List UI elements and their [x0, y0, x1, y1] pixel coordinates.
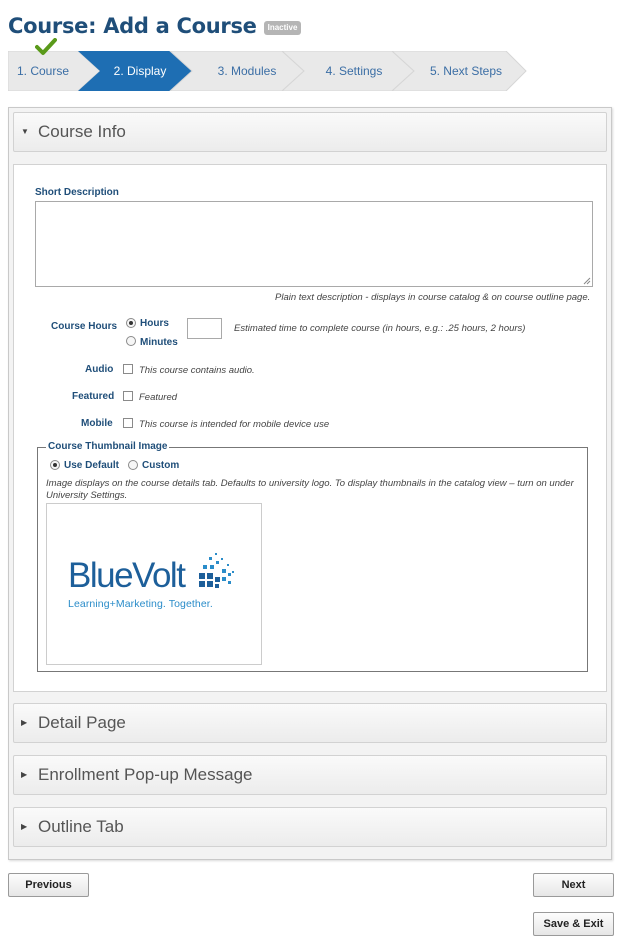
- minutes-radio[interactable]: [126, 336, 136, 346]
- main-panel: [8, 107, 612, 860]
- mobile-label: Mobile: [81, 418, 113, 429]
- resize-handle-icon[interactable]: [583, 277, 591, 285]
- course-thumbnail-fieldset: [37, 441, 588, 672]
- hours-radio[interactable]: [126, 318, 136, 328]
- wizard-step-course[interactable]: 1. Course: [16, 64, 70, 78]
- course-thumbnail-legend: Course Thumbnail Image: [48, 441, 168, 452]
- wizard-steps: [8, 51, 528, 91]
- previous-button[interactable]: Previous: [8, 873, 89, 897]
- wizard-step-next-steps[interactable]: 5. Next Steps: [429, 64, 503, 78]
- course-info-body: [13, 164, 607, 692]
- caret-right-icon: ▶: [21, 770, 28, 779]
- use-default-label: Use Default: [64, 460, 120, 471]
- featured-checkbox[interactable]: [123, 391, 133, 401]
- logo-tagline: Learning+Marketing. Together.: [68, 598, 213, 610]
- course-hours-help: Estimated time to complete course (in hours, e.g.: .25 hours, 2 hours): [234, 323, 526, 334]
- featured-checkbox-text: Featured: [139, 392, 178, 403]
- page-header: [8, 14, 301, 38]
- featured-label: Featured: [72, 391, 115, 402]
- logo-wordmark: BlueVolt: [68, 556, 185, 595]
- section-detail-page-header[interactable]: [13, 703, 607, 743]
- short-description-label: Short Description: [35, 187, 119, 198]
- custom-label: Custom: [142, 460, 180, 471]
- caret-right-icon: ▶: [21, 822, 28, 831]
- audio-checkbox[interactable]: [123, 364, 133, 374]
- mobile-checkbox[interactable]: [123, 418, 133, 428]
- section-outline-tab-header[interactable]: [13, 807, 607, 847]
- save-exit-button[interactable]: Save & Exit: [533, 912, 614, 936]
- page-title: Course: Add a Course: [8, 14, 257, 38]
- audio-label: Audio: [85, 364, 114, 375]
- minutes-option-label: Minutes: [140, 337, 178, 348]
- custom-radio[interactable]: [128, 460, 138, 470]
- mobile-checkbox-text: This course is intended for mobile device use: [139, 419, 330, 430]
- section-title: Course Info: [38, 122, 126, 141]
- section-title: Detail Page: [38, 713, 126, 732]
- wizard-step-display[interactable]: 2. Display: [113, 64, 167, 78]
- checkmark-icon: [35, 38, 57, 56]
- next-button[interactable]: Next: [533, 873, 614, 897]
- course-hours-input[interactable]: [187, 318, 222, 339]
- wizard-step-modules[interactable]: 3. Modules: [217, 64, 277, 78]
- course-hours-label: Course Hours: [51, 321, 118, 332]
- section-enrollment-popup-header[interactable]: [13, 755, 607, 795]
- audio-checkbox-text: This course contains audio.: [139, 365, 255, 376]
- wizard-step-settings[interactable]: 4. Settings: [325, 64, 383, 78]
- caret-down-icon: ▼: [21, 127, 29, 136]
- short-description-textarea[interactable]: [35, 201, 593, 287]
- thumbnail-preview: [46, 503, 262, 665]
- hours-option-label: Hours: [140, 318, 169, 329]
- caret-right-icon: ▶: [21, 718, 28, 727]
- section-title: Enrollment Pop-up Message: [38, 765, 253, 784]
- thumbnail-help: Image displays on the course details tab. Defaults to university logo. To display thumbnails in the catalog view – turn on under University Settings.: [46, 478, 574, 501]
- use-default-radio[interactable]: [50, 460, 60, 470]
- status-badge: Inactive: [264, 21, 302, 35]
- bluevolt-logo-icon: [185, 549, 235, 593]
- short-description-help: Plain text description - displays in course catalog & on course outline page.: [275, 292, 591, 303]
- section-title: Outline Tab: [38, 817, 124, 836]
- section-course-info-header[interactable]: [13, 112, 607, 152]
